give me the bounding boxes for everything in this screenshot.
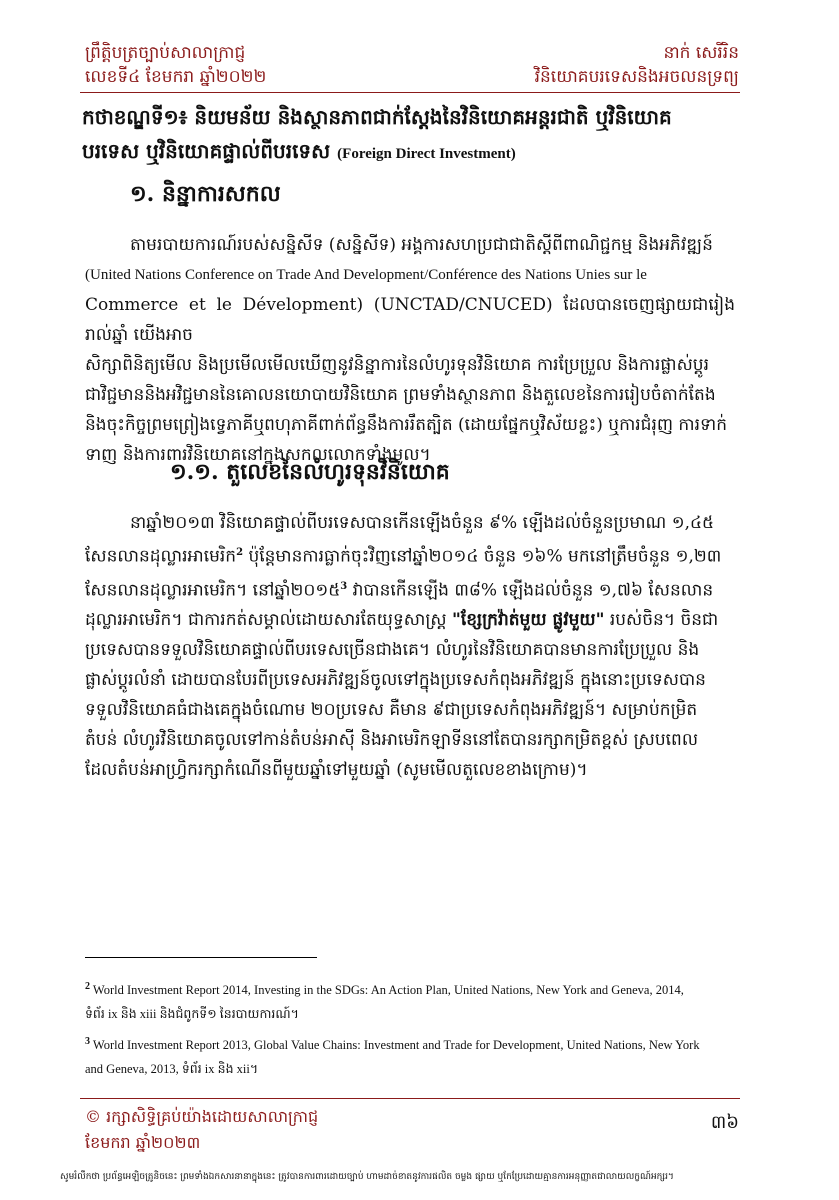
footnote-separator	[85, 957, 317, 958]
para1-line: តាមរបាយការណ៍របស់សន្និសីទ (សន្និសីទ) អង្គការសហប្រជាជាតិស្តីពីពាណិជ្ជកម្ម និងអភិវឌ្ឍន៍	[130, 235, 713, 255]
title-line2-km: បរទេស ឬវិនិយោគផ្ទាល់ពីបរទេស	[82, 139, 331, 163]
para2-line: ផ្លាស់ប្តូរលំនាំ ដោយបានបែរពីប្រទេសអភិវឌ្ឍន៍ចូលទៅក្នុងប្រទេសកំពុងអភិវឌ្ឍន៍ ក្នុងនោះប្រទេសបាន	[85, 670, 706, 691]
para1-line: (United Nations Conference on Trade And Development/Conférence des Nations Unies sur le	[85, 267, 647, 283]
header-topic: វិនិយោគបរទេសនិងអចលនទ្រព្យ	[534, 67, 739, 87]
para2-line	[85, 605, 735, 635]
header-author: នាក់ សេរីរិន	[663, 43, 739, 63]
para2-line: ទទួលវិនិយោគធំជាងគេក្នុងចំណោម ២០ប្រទេស គឺមាន ៩ជាប្រទេសកំពុងអភិវឌ្ឍន៍។ សម្រាប់កម្រិត	[85, 700, 698, 721]
footnote-2-number: 2	[85, 981, 90, 992]
para2-text: របស់ចិន។ ចិនជា	[609, 610, 719, 631]
para2-text: ប៉ុន្តែមានការធ្លាក់ចុះវិញនៅឆ្នាំ២០១៤ ចំនួន ១៦% មកនៅត្រឹមចំនួន ១,២៣	[248, 546, 722, 567]
header-issue: លេខទី៤ ខែមករា ឆ្នាំ២០២២	[85, 67, 267, 87]
para1-line: សិក្សាពិនិត្យមើល និងប្រមើលមើលឃើញនូវនិន្នាការនៃលំហូរទុនវិនិយោគ ការប្រែប្រួល និងការផ្លាស់ប្តូរ	[85, 355, 709, 375]
article-title	[82, 100, 742, 171]
footnote-2	[85, 975, 735, 1026]
section-1-heading: ១. និន្នាការសកល	[130, 181, 281, 207]
para2-line: នាឆ្នាំ២០១៣ វិនិយោគផ្ទាល់ពីបរទេសបានកើនឡើងចំនួន ៩% ឡើងដល់ចំនួនប្រមាណ ១,៤៥	[130, 513, 715, 533]
title-line2-en: (Foreign Direct Investment)	[337, 146, 516, 162]
para2-line	[85, 572, 735, 606]
footnote-2-line1	[85, 975, 735, 1002]
para1-line: ទាញ និងការពារវិនិយោគនៅក្នុងសកលលោកទាំងមូល។	[85, 445, 431, 465]
para2-line	[85, 538, 735, 572]
para1-line: Commerce et le Dévelopment) (UNCTAD/CNUCED) ដែលបានចេញផ្សាយជារៀងរាល់ឆ្នាំ យើងអាច	[85, 295, 735, 345]
footer-date: ខែមករា ឆ្នាំ២០២៣	[85, 1133, 201, 1152]
title-line1: កថាខណ្ឌទី១៖ និយមន័យ និងស្ថានភាពជាក់ស្តែងនៃវិនិយោគអន្តរជាតិ ឬវិនិយោគ	[82, 105, 672, 129]
header-rule	[80, 92, 740, 93]
header-journal-name: ព្រឹត្តិបត្រច្បាប់សាលាក្រាជ្ញ	[85, 43, 246, 63]
footer-copyright: © រក្សាសិទ្ធិគ្រប់យ៉ាងដោយសាលាក្រាជ្ញ	[85, 1107, 319, 1126]
footnote-ref-3[interactable]: 3	[340, 580, 348, 592]
footnote-2-text: World Investment Report 2014, Investing in the SDGs: An Action Plan, United Nations, New York and Geneva, 2014,	[92, 983, 684, 998]
section-1-paragraph	[85, 230, 735, 470]
para2-text: សែនលានដុល្លារអាមេរិក។ នៅឆ្នាំ២០១៥	[85, 580, 341, 601]
footer-notice: សូមរំលឹកថា ប្រព័ន្ធអេឡិចត្រូនិចនេះ ព្រមទាំងឯកសារនានាក្នុងនេះ ត្រូវបានការពារដោយច្បាប់ ហាមដាច់ខាតនូវការផលិត ចម្លង ផ្សាយ ឬកែប្រែដោយគ្មានការអនុញ្ញាតជាលាយលក្ខណ៍អក្សរ។	[60, 1172, 674, 1182]
footnote-3-text: World Investment Report 2013, Global Value Chains: Investment and Trade for Development, United Nations, New York	[92, 1038, 700, 1053]
footnote-3-number: 3	[85, 1036, 90, 1047]
footnote-3	[85, 1030, 735, 1081]
para2-text: វាបានកើនឡើង ៣៨% ឡើងដល់ចំនួន ១,៧៦ សែនលាន	[352, 580, 714, 601]
belt-and-road-term: "ខ្សែក្រវ៉ាត់មួយ ផ្លូវមួយ"	[452, 610, 605, 631]
para2-text: សែនលានដុល្លារអាមេរិក	[85, 546, 237, 567]
para1-line: និងចុះកិច្ចព្រមព្រៀងទ្វេភាគីឬពហុភាគីពាក់ព័ន្ធនឹងការរឹតត្បិត (ដោយផ្នែកឬវិស័យខ្លះ) ឬការជំរុញ ការទាក់	[85, 415, 727, 435]
para2-line: ប្រទេសបានទទួលវិនិយោគផ្ទាល់ពីបរទេសច្រើនជាងគេ។ លំហូរនៃវិនិយោគបានមានការប្រែប្រួល និង	[85, 640, 700, 661]
para2-line: តំបន់ លំហូរវិនិយោគចូលទៅកាន់តំបន់អាស៊ី និងអាមេរិកឡាទីននៅតែបានរក្សាកម្រិតខ្ពស់ ស្របពេល	[85, 730, 699, 751]
footnote-ref-2[interactable]: 2	[236, 547, 244, 558]
section-1-1-paragraph	[85, 508, 735, 785]
para1-line: ជាវិជ្ជមាននិងអវិជ្ជមាននៃគោលនយោបាយវិនិយោគ ព្រមទាំងស្ថានភាព និងតួលេខនៃការរៀបចំតាក់តែង	[85, 385, 716, 405]
footer-rule	[80, 1098, 740, 1099]
footnote-3-line1	[85, 1030, 735, 1057]
para2-line: ដែលតំបន់អាហ្វ្រិករក្សាកំណើនពីមួយឆ្នាំទៅមួយឆ្នាំ (សូមមើលតួលេខខាងក្រោម)។	[85, 760, 588, 781]
para2-text: ដុល្លារអាមេរិក។ ជាការកត់សម្គាល់ដោយសារតែយុទ្ធសាស្ត្រ	[85, 610, 447, 631]
footnote-2-line2: ទំព័រ ix និង xiii និងជំពូកទី១ នៃរបាយការណ៍។	[85, 1007, 299, 1022]
section-1-1-heading: ១.១. តួលេខនៃលំហូរទុនវិនិយោគ	[170, 459, 450, 485]
page-number: ៣៦	[710, 1112, 739, 1133]
footnote-3-line2: and Geneva, 2013, ទំព័រ ix និង xii។	[85, 1062, 259, 1077]
title-line2	[82, 134, 742, 171]
